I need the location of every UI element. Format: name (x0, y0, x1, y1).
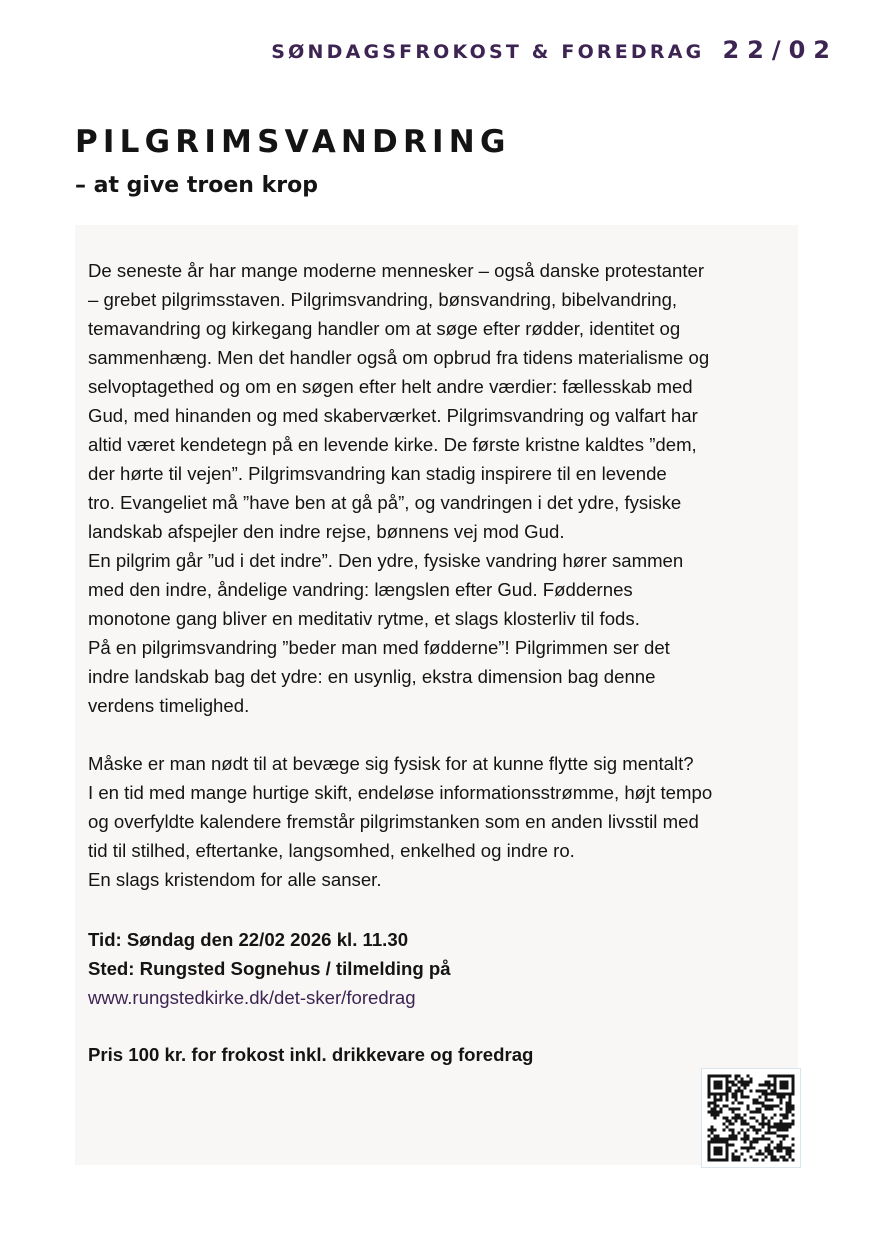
content-panel (75, 225, 798, 1165)
page-subtitle: – at give troen krop (75, 173, 318, 198)
body-line: En pilgrim går ”ud i det indre”. Den ydre, fysiske vandring hører sammen (88, 550, 684, 571)
body-line: Måske er man nødt til at bevæge sig fysisk for at kunne flytte sig mentalt? (88, 753, 694, 774)
body-line: tro. Evangeliet må ”have ben at gå på”, og vandringen i det ydre, fysiske (88, 492, 682, 513)
page-title: PILGRIMSVANDRING (75, 124, 511, 160)
registration-link[interactable]: www.rungstedkirke.dk/det-sker/foredrag (88, 987, 416, 1008)
body-line: De seneste år har mange moderne mennesker – også danske protestanter (88, 260, 705, 281)
paragraph-gap (88, 720, 790, 749)
qr-code-icon[interactable] (701, 1068, 801, 1168)
event-time: Tid: Søndag den 22/02 2026 kl. 11.30 (88, 929, 409, 950)
body-line: monotone gang bliver en meditativ rytme, et slags klosterliv til fods. (88, 608, 640, 629)
body-line: Gud, med hinanden og med skaberværket. Pilgrimsvandring og valfart har (88, 405, 698, 426)
qr-code-graphic (702, 1069, 800, 1167)
event-info (88, 925, 790, 1012)
body-line: temavandring og kirkegang handler om at søge efter rødder, identitet og (88, 318, 681, 339)
body-line: der hørte til vejen”. Pilgrimsvandring kan stadig inspirere til en levende (88, 463, 667, 484)
body-line: og overfyldte kalendere fremstår pilgrimstanken som en anden livsstil med (88, 811, 699, 832)
event-place: Sted: Rungsted Sognehus / tilmelding på (88, 958, 451, 979)
body-line: I en tid med mange hurtige skift, endeløse informationsstrømme, højt tempo (88, 782, 713, 803)
body-line: indre landskab bag det ydre: en usynlig, ekstra dimension bag denne (88, 666, 656, 687)
body-text (88, 256, 790, 894)
body-line: selvoptagethed og om en søgen efter helt andre værdier: fællesskab med (88, 376, 693, 397)
event-label: SØNDAGSFROKOST & FOREDRAG (271, 41, 705, 63)
body-line: landskab afspejler den indre rejse, bønnens vej mod Gud. (88, 521, 565, 542)
body-line: På en pilgrimsvandring ”beder man med fødderne”! Pilgrimmen ser det (88, 637, 670, 658)
body-line: altid været kendetegn på en levende kirke. De første kristne kaldtes ”dem, (88, 434, 697, 455)
body-line: med den indre, åndelige vandring: længslen efter Gud. Føddernes (88, 579, 633, 600)
body-line: sammenhæng. Men det handler også om opbrud fra tidens materialisme og (88, 347, 710, 368)
body-line: En slags kristendom for alle sanser. (88, 869, 382, 890)
event-price: Pris 100 kr. for frokost inkl. drikkevare og foredrag (88, 1044, 534, 1065)
body-line: tid til stilhed, eftertanke, langsomhed, enkelhed og indre ro. (88, 840, 575, 861)
header-line (271, 36, 838, 64)
body-line: – grebet pilgrimsstaven. Pilgrimsvandring, bønsvandring, bibelvandring, (88, 289, 678, 310)
event-date: 22/02 (722, 36, 838, 64)
body-line: verdens timelighed. (88, 695, 250, 716)
